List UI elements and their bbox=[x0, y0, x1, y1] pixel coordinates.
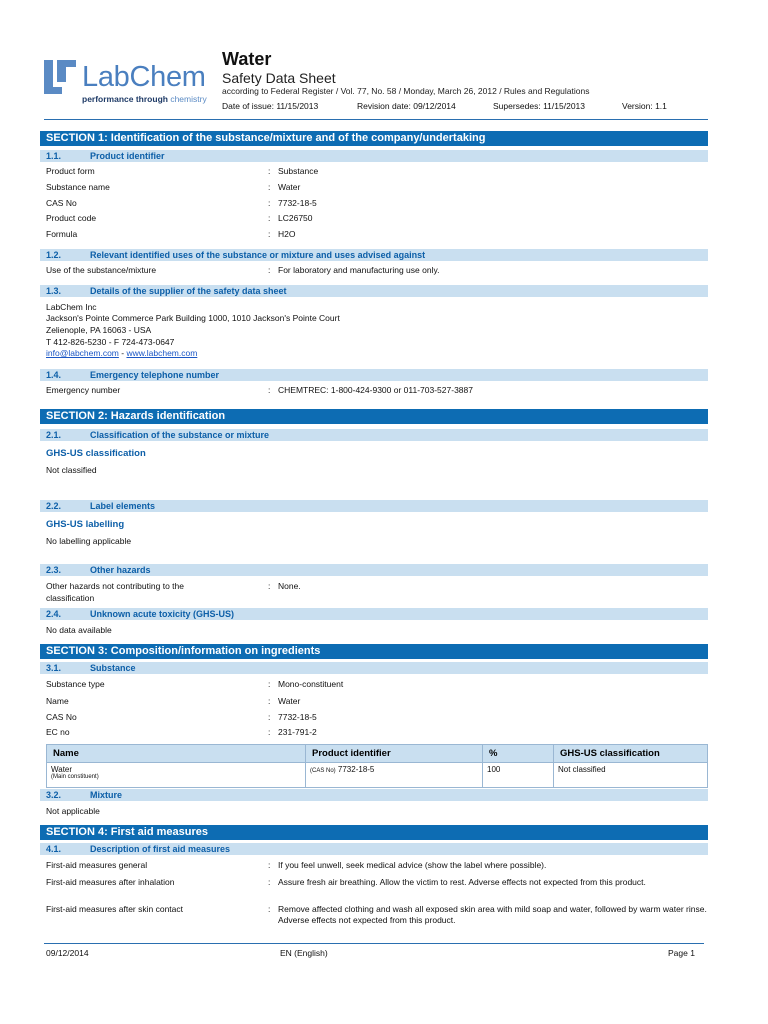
document-type: Safety Data Sheet bbox=[222, 70, 336, 86]
field-value: Mono-constituent bbox=[278, 679, 344, 689]
use-value: For laboratory and manufacturing use only. bbox=[278, 265, 440, 275]
subsection-4-1-header: 4.1. Description of first aid measures bbox=[40, 843, 708, 855]
table-row bbox=[47, 763, 708, 788]
ghs-classification-heading: GHS-US classification bbox=[46, 448, 146, 459]
subsection-3-1-header: 3.1. Substance bbox=[40, 662, 708, 674]
table-header-name: Name bbox=[47, 745, 306, 763]
revision-date: Revision date: 09/12/2014 bbox=[357, 101, 456, 111]
emergency-value: CHEMTREC: 1-800-424-9300 or 011-703-527-3887 bbox=[278, 385, 473, 395]
ghs-classification-value: Not classified bbox=[46, 465, 97, 475]
supplier-name: LabChem Inc bbox=[46, 302, 97, 312]
field-label: Substance type bbox=[46, 679, 105, 689]
mixture-value: Not applicable bbox=[46, 806, 100, 816]
subsection-1-4-header: 1.4. Emergency telephone number bbox=[40, 369, 708, 381]
field-label: EC no bbox=[46, 727, 70, 737]
other-hazards-label-cont: classification bbox=[46, 593, 95, 603]
subsection-1-2-header: 1.2. Relevant identified uses of the substance or mixture and uses advised against bbox=[40, 249, 708, 261]
product-title: Water bbox=[222, 49, 272, 69]
supplier-website-link[interactable]: www.labchem.com bbox=[126, 348, 198, 358]
table-cell-percent: 100 bbox=[483, 763, 554, 788]
table-cell-classification: Not classified bbox=[554, 763, 708, 788]
emergency-label: Emergency number bbox=[46, 385, 121, 395]
brand-name: LabChem bbox=[82, 61, 206, 93]
field-label: CAS No bbox=[46, 712, 77, 722]
field-label: Name bbox=[46, 696, 69, 706]
field-value: 231-791-2 bbox=[278, 727, 317, 737]
brand-tagline: performance through chemistry bbox=[82, 94, 207, 104]
field-value: Substance bbox=[278, 166, 319, 176]
field-label: Substance name bbox=[46, 182, 110, 192]
subsection-3-2-header: 3.2. Mixture bbox=[40, 789, 708, 801]
supplier-email-link[interactable]: info@labchem.com bbox=[46, 348, 119, 358]
field-value: Water bbox=[278, 696, 301, 706]
footer-date: 09/12/2014 bbox=[46, 948, 89, 958]
section-1-header: SECTION 1: Identification of the substance/mixture and of the company/undertaking bbox=[40, 131, 708, 146]
footer-divider bbox=[44, 943, 704, 944]
field-value: 7732-18-5 bbox=[278, 198, 317, 208]
ghs-labelling-value: No labelling applicable bbox=[46, 536, 132, 546]
field-label: Product code bbox=[46, 213, 97, 223]
version: Version: 1.1 bbox=[622, 101, 667, 111]
labchem-logo bbox=[44, 60, 219, 110]
use-label: Use of the substance/mixture bbox=[46, 265, 157, 275]
table-cell-name: Water (Main constituent) bbox=[47, 763, 306, 788]
field-value: 7732-18-5 bbox=[278, 712, 317, 722]
first-aid-label: First-aid measures after inhalation bbox=[46, 877, 175, 887]
toxicity-value: No data available bbox=[46, 625, 112, 635]
subsection-1-1-header: 1.1. Product identifier bbox=[40, 150, 708, 162]
footer-language: EN (English) bbox=[280, 948, 328, 958]
subsection-2-4-header: 2.4. Unknown acute toxicity (GHS-US) bbox=[40, 608, 708, 620]
field-label: Formula bbox=[46, 229, 78, 239]
subsection-1-3-header: 1.3. Details of the supplier of the safety data sheet bbox=[40, 285, 708, 297]
other-hazards-label: Other hazards not contributing to the bbox=[46, 581, 184, 591]
labchem-logo-mark bbox=[44, 60, 76, 94]
field-label: CAS No bbox=[46, 198, 77, 208]
ghs-labelling-heading: GHS-US labelling bbox=[46, 519, 125, 530]
section-4-header: SECTION 4: First aid measures bbox=[40, 825, 708, 840]
table-cell-identifier: (CAS No) 7732-18-5 bbox=[306, 763, 483, 788]
subsection-2-1-header: 2.1. Classification of the substance or mixture bbox=[40, 429, 708, 441]
supplier-contact-links: info@labchem.com - www.labchem.com bbox=[46, 348, 198, 358]
footer-page-number: Page 1 bbox=[668, 948, 695, 958]
other-hazards-value: None. bbox=[278, 581, 301, 591]
table-header-percent: % bbox=[483, 745, 554, 763]
table-header-classification: GHS-US classification bbox=[554, 745, 708, 763]
field-value: H2O bbox=[278, 229, 296, 239]
first-aid-value: If you feel unwell, seek medical advice (show the label where possible). bbox=[278, 860, 547, 870]
subsection-2-2-header: 2.2. Label elements bbox=[40, 500, 708, 512]
supplier-address-line-2: Zelienople, PA 16063 - USA bbox=[46, 325, 152, 335]
subsection-2-3-header: 2.3. Other hazards bbox=[40, 564, 708, 576]
supersedes: Supersedes: 11/15/2013 bbox=[493, 101, 585, 111]
section-2-header: SECTION 2: Hazards identification bbox=[40, 409, 708, 424]
section-3-header: SECTION 3: Composition/information on ingredients bbox=[40, 644, 708, 659]
supplier-phone-fax: T 412-826-5230 - F 724-473-0647 bbox=[46, 337, 175, 347]
composition-table bbox=[46, 744, 708, 788]
header-divider bbox=[44, 119, 708, 120]
regulation-reference: according to Federal Register / Vol. 77, No. 58 / Monday, March 26, 2012 / Rules and Regulations bbox=[222, 86, 590, 96]
first-aid-value: Assure fresh air breathing. Allow the victim to rest. Adverse effects not expected from this product. bbox=[278, 877, 646, 887]
table-header-identifier: Product identifier bbox=[306, 745, 483, 763]
table-header-row bbox=[47, 745, 708, 763]
field-label: Product form bbox=[46, 166, 95, 176]
field-value: LC26750 bbox=[278, 213, 313, 223]
supplier-address-line-1: Jackson's Pointe Commerce Park Building 1000, 1010 Jackson's Pointe Court bbox=[46, 313, 340, 323]
first-aid-value: Remove affected clothing and wash all exposed skin area with mild soap and water, followed by warm water rinse. Adverse effects not expected from this product. bbox=[278, 904, 707, 925]
field-value: Water bbox=[278, 182, 301, 192]
first-aid-label: First-aid measures after skin contact bbox=[46, 904, 183, 914]
first-aid-label: First-aid measures general bbox=[46, 860, 148, 870]
date-of-issue: Date of issue: 11/15/2013 bbox=[222, 101, 319, 111]
